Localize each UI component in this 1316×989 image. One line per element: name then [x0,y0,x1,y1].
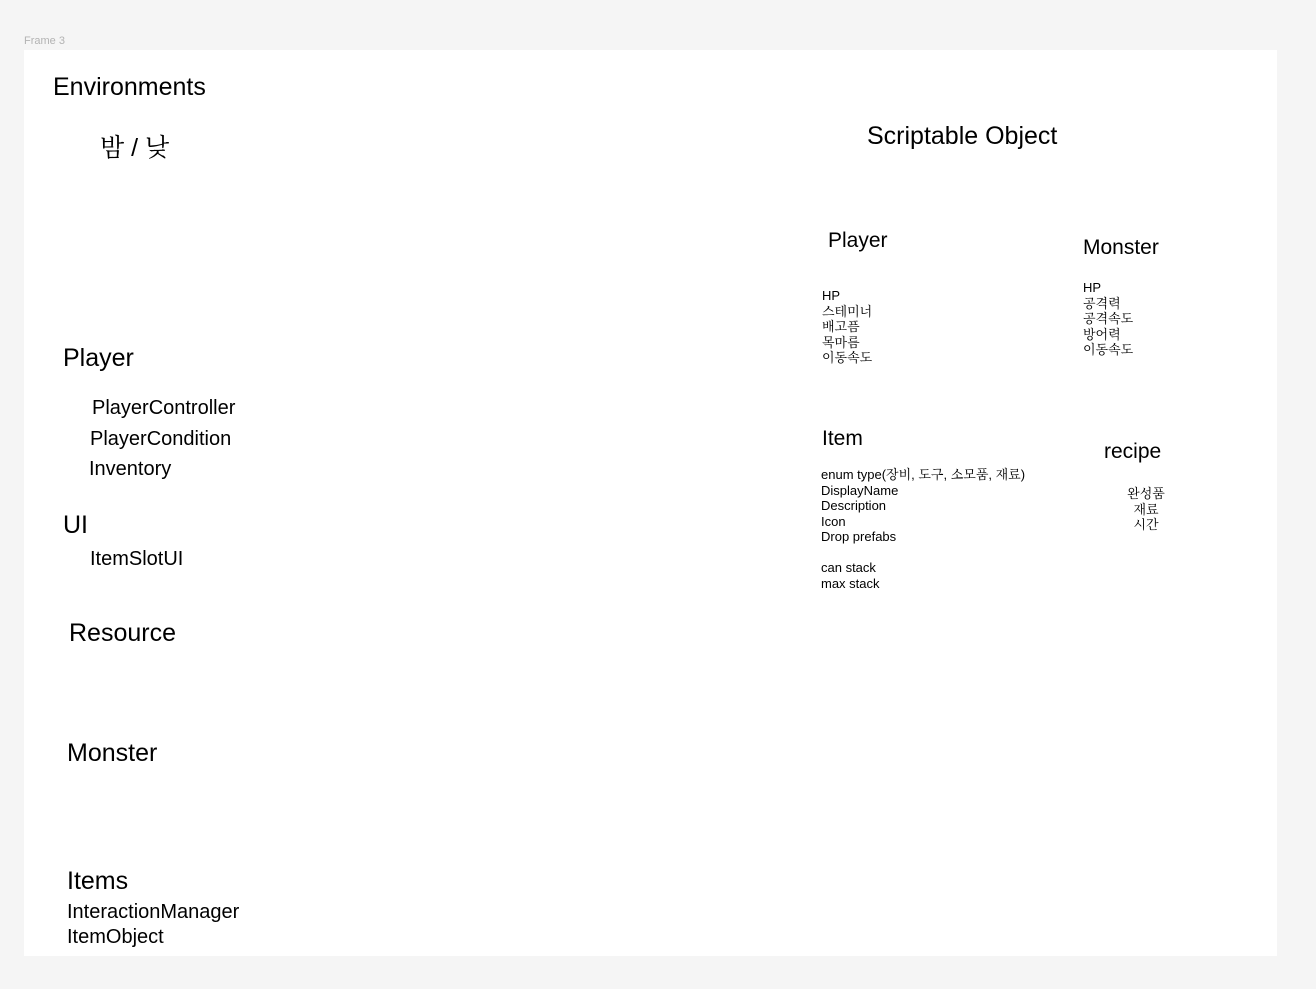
so-item-field: Drop prefabs [821,529,897,544]
so-item-heading: Item [822,427,863,450]
scriptable-object-heading: Scriptable Object [867,122,1058,150]
so-player-field: 배고픔 [822,319,860,334]
so-monster-field: HP [1083,280,1102,295]
so-player-field: 이동속도 [822,350,873,365]
so-item-field: Description [821,498,887,513]
so-player-heading: Player [828,229,888,252]
so-monster-field: 방어력 [1083,326,1121,342]
canvas-frame [24,50,1277,956]
ui-heading: UI [63,511,88,539]
so-item-field: enum type(장비, 도구, 소모품, 재료) [821,467,1026,482]
frame-label: Frame 3 [24,35,65,47]
inventory-label: Inventory [89,458,172,480]
so-monster-heading: Monster [1083,236,1159,259]
player-condition-label: PlayerCondition [90,428,232,450]
so-monster-field: 공격속도 [1083,311,1134,326]
item-slot-ui-label: ItemSlotUI [90,548,184,570]
so-item-field-spacer [821,545,1025,561]
so-monster-field: 이동속도 [1083,342,1134,357]
item-object-label: ItemObject [67,926,164,948]
day-night-label: 밤 / 낮 [100,134,170,162]
player-heading: Player [63,344,134,372]
so-player-field: 스테미너 [822,303,873,319]
so-recipe-field: 시간 [1133,517,1159,532]
so-recipe-field: 완성품 [1127,486,1165,501]
so-recipe-fields [1122,486,1170,533]
environments-heading: Environments [53,73,206,101]
so-player-fields [822,288,872,366]
so-item-fields [821,467,1025,591]
player-controller-label: PlayerController [92,397,236,419]
so-item-field: DisplayName [821,482,899,498]
so-item-field: max stack [821,575,880,591]
monster-heading: Monster [67,739,158,767]
resource-heading: Resource [69,619,176,647]
so-item-field: can stack [821,560,876,575]
so-recipe-heading: recipe [1104,440,1162,463]
so-monster-field: 공격력 [1083,295,1121,311]
so-item-field: Icon [821,513,846,529]
so-player-field: 목마름 [822,334,860,350]
so-player-field: HP [822,288,841,303]
so-recipe-field: 재료 [1133,501,1159,517]
items-heading: Items [67,867,129,895]
interaction-manager-label: InteractionManager [67,901,240,923]
so-monster-fields [1083,280,1133,358]
